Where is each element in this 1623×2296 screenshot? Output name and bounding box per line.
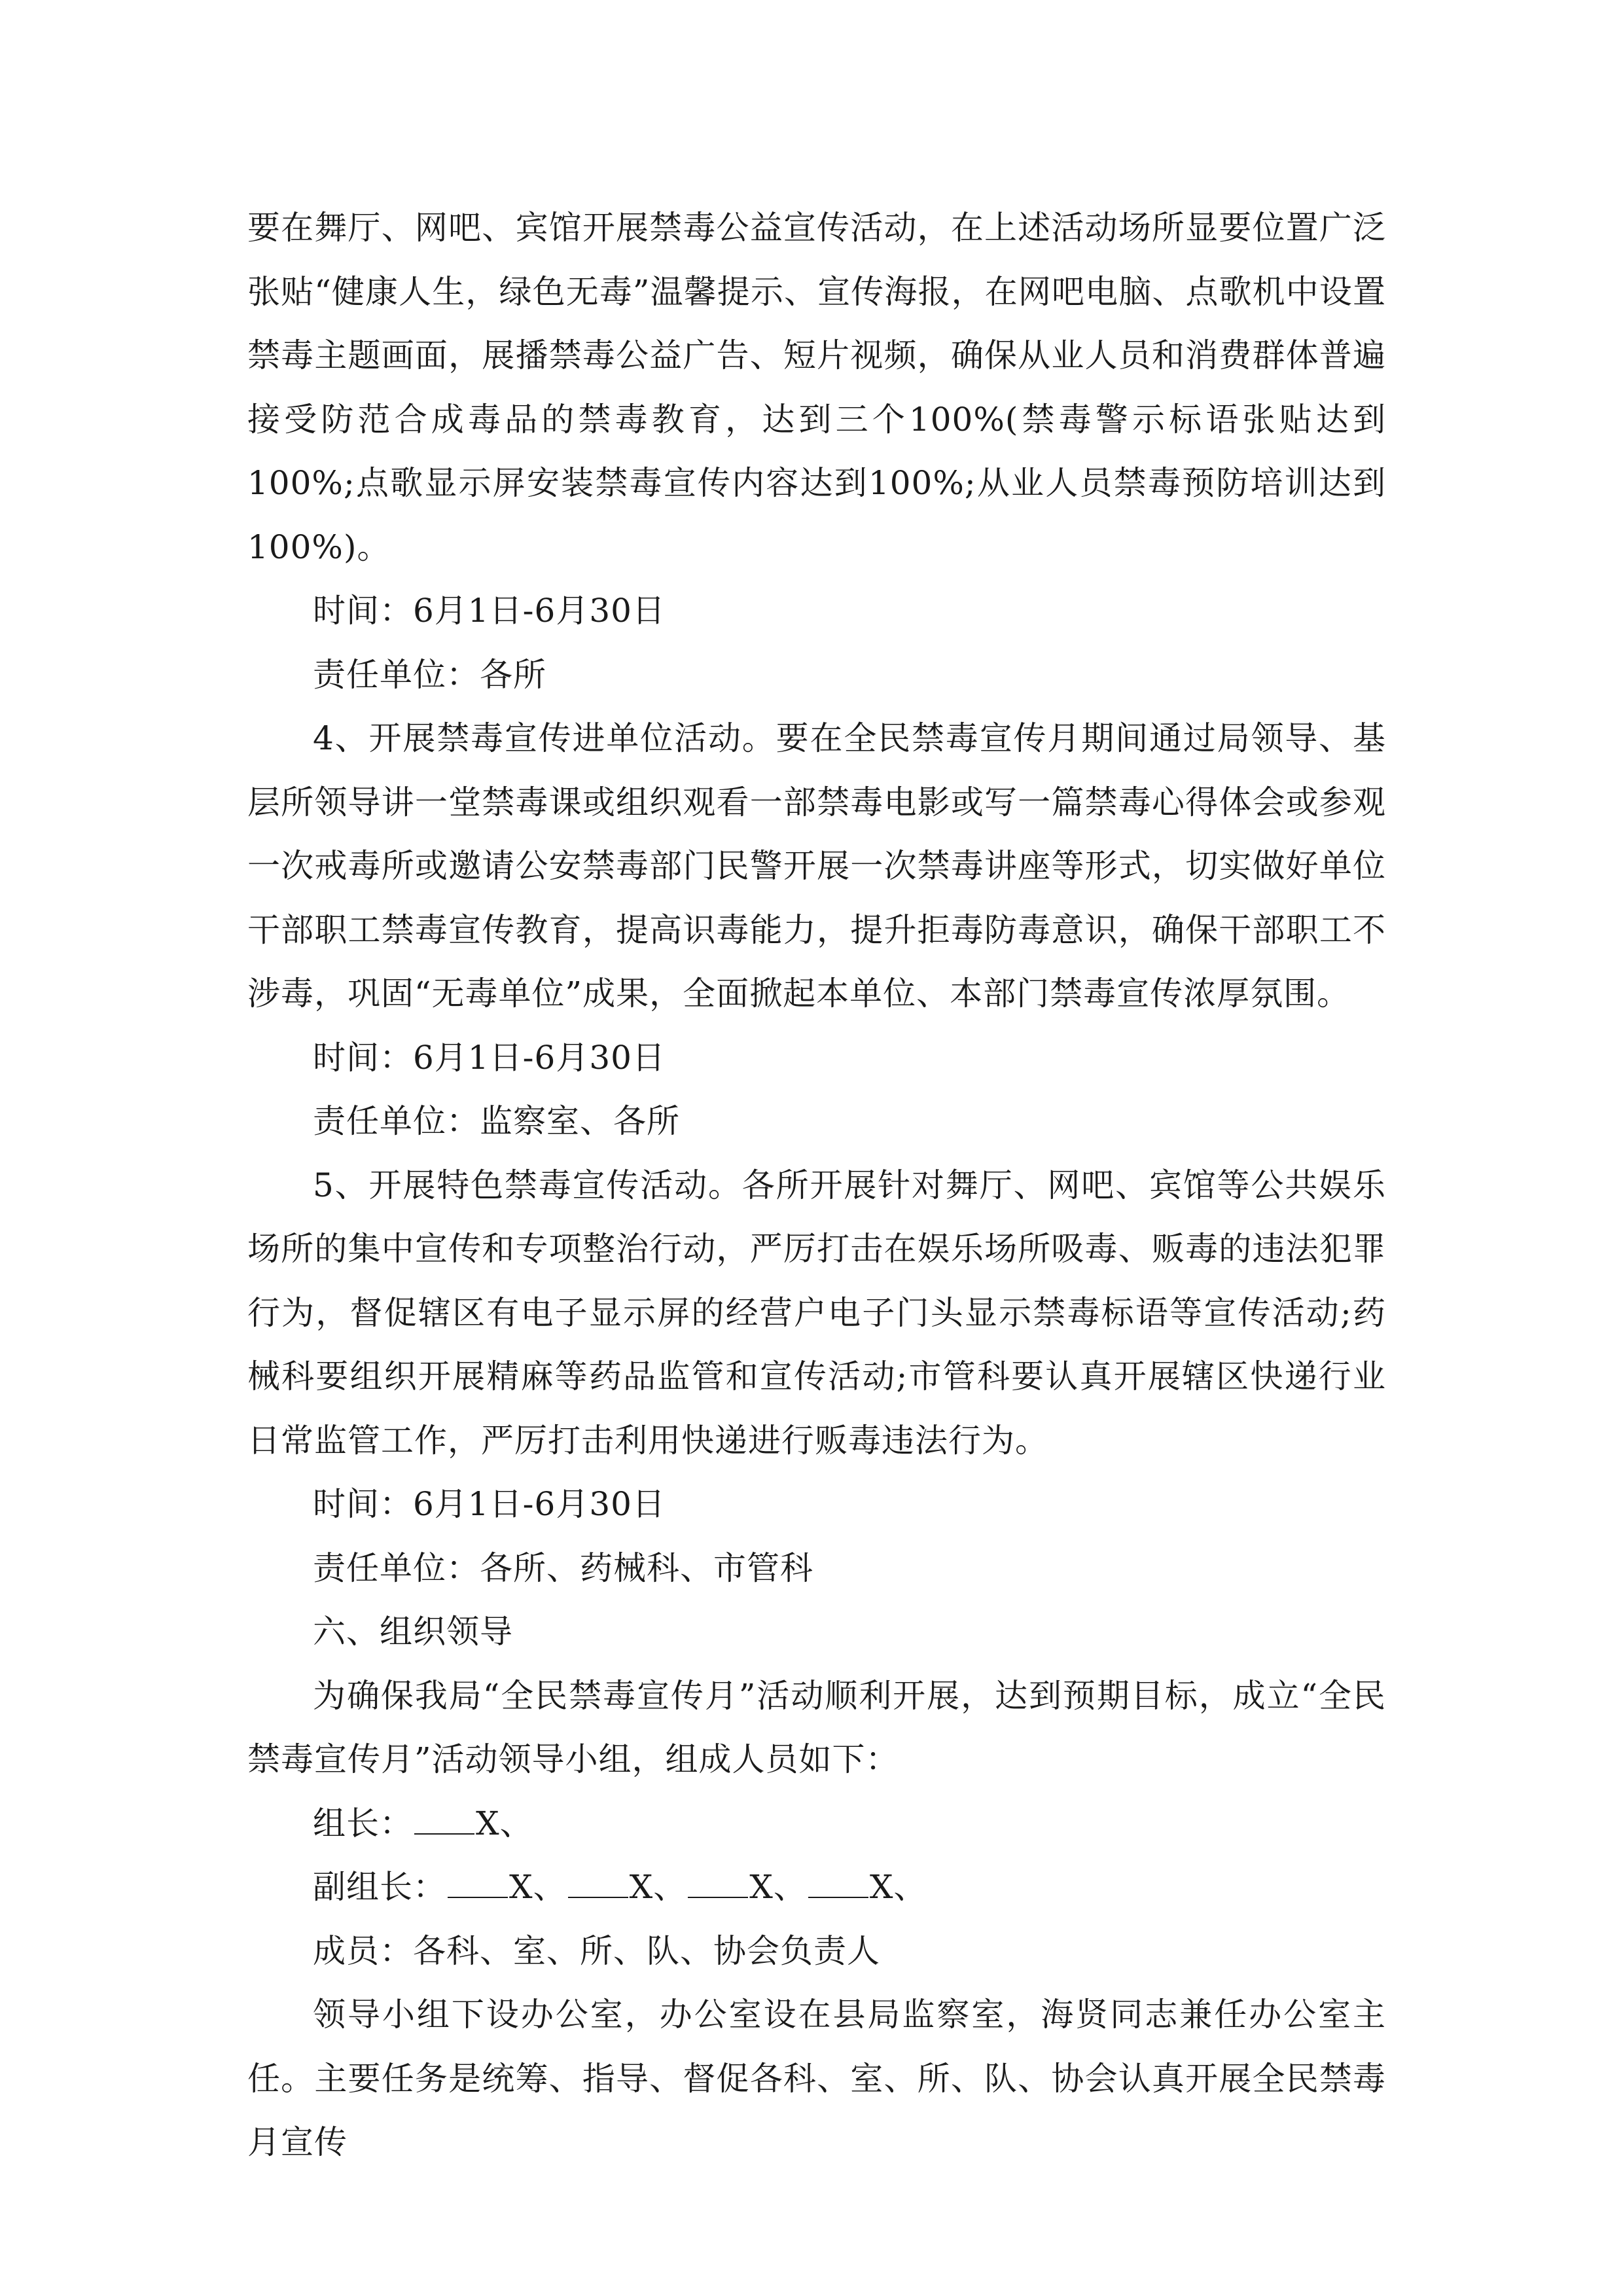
leader-name: X、 (476, 1804, 533, 1842)
leader-line (247, 1792, 1386, 1856)
paragraph-time: 时间：6月1日-6月30日 (313, 592, 666, 630)
name-blank (414, 1807, 474, 1835)
paragraph-leading-group: 为确保我局“全民禁毒宣传月”活动顺利开展，达到预期目标，成立“全民禁毒宣传月”活动领导小组，组成人员如下： (247, 1676, 1386, 1778)
paragraph-responsible-unit: 责任单位：监察室、各所 (313, 1102, 680, 1140)
deputy-name: X、 (869, 1868, 927, 1906)
paragraph-entertainment-venues: 要在舞厅、网吧、宾馆开展禁毒公益宣传活动，在上述活动场所显要位置广泛张贴“健康人生，绿色无毒”温馨提示、宣传海报，在网吧电脑、点歌机中设置禁毒主题画面，展播禁毒公益广告、短片视频，确保从业人员和消费群体普遍接受防范合成毒品的禁毒教育，达到三个100%(禁毒警示标语张贴达到100%;点歌显示屏安装禁毒宣传内容达到100%;从业人员禁毒预防培训达到100%)。 (247, 209, 1386, 566)
name-blank (688, 1871, 748, 1898)
deputy-label: 副组长： (313, 1868, 446, 1906)
paragraph-office: 领导小组下设办公室，办公室设在县局监察室，海贤同志兼任办公室主任。主要任务是统筹、指导、督促各科、室、所、队、协会认真开展全民禁毒月宣传 (247, 1996, 1386, 2161)
paragraph-time: 时间：6月1日-6月30日 (313, 1038, 666, 1077)
deputy-name: X、 (629, 1868, 687, 1906)
members-line: 成员：各科、室、所、队、协会负责人 (313, 1931, 880, 1970)
name-blank (568, 1871, 628, 1898)
paragraph-item-5: 5、开展特色禁毒宣传活动。各所开展针对舞厅、网吧、宾馆等公共娱乐场所的集中宣传和专项整治行动，严厉打击在娱乐场所吸毒、贩毒的违法犯罪行为，督促辖区有电子显示屏的经营户电子门头显示禁毒标语等宣传活动;药械科要组织开展精麻等药品监管和宣传活动;市管科要认真开展辖区快递行业日常监管工作，严厉打击利用快递进行贩毒违法行为。 (247, 1166, 1386, 1460)
deputy-name: X、 (749, 1868, 807, 1906)
paragraph-responsible-unit: 责任单位：各所 (313, 655, 546, 694)
paragraph-item-4: 4、开展禁毒宣传进单位活动。要在全民禁毒宣传月期间通过局领导、基层所领导讲一堂禁毒课或组织观看一部禁毒电影或写一篇禁毒心得体会或参观一次戒毒所或邀请公安禁毒部门民警开展一次禁毒讲座等形式，切实做好单位干部职工禁毒宣传教育，提高识毒能力，提升拒毒防毒意识，确保干部职工不涉毒，巩固“无毒单位”成果，全面掀起本单位、本部门禁毒宣传浓厚氛围。 (247, 719, 1386, 1013)
paragraph-time: 时间：6月1日-6月30日 (313, 1485, 666, 1523)
paragraph-responsible-unit: 责任单位：各所、药械科、市管科 (313, 1549, 813, 1587)
section-heading-organization: 六、组织领导 (313, 1613, 513, 1651)
name-blank (448, 1871, 508, 1898)
deputy-leader-line (247, 1856, 1386, 1920)
leader-label: 组长： (313, 1804, 413, 1842)
document-body (247, 196, 1386, 2175)
deputy-name: X、 (509, 1868, 567, 1906)
name-blank (808, 1871, 868, 1898)
